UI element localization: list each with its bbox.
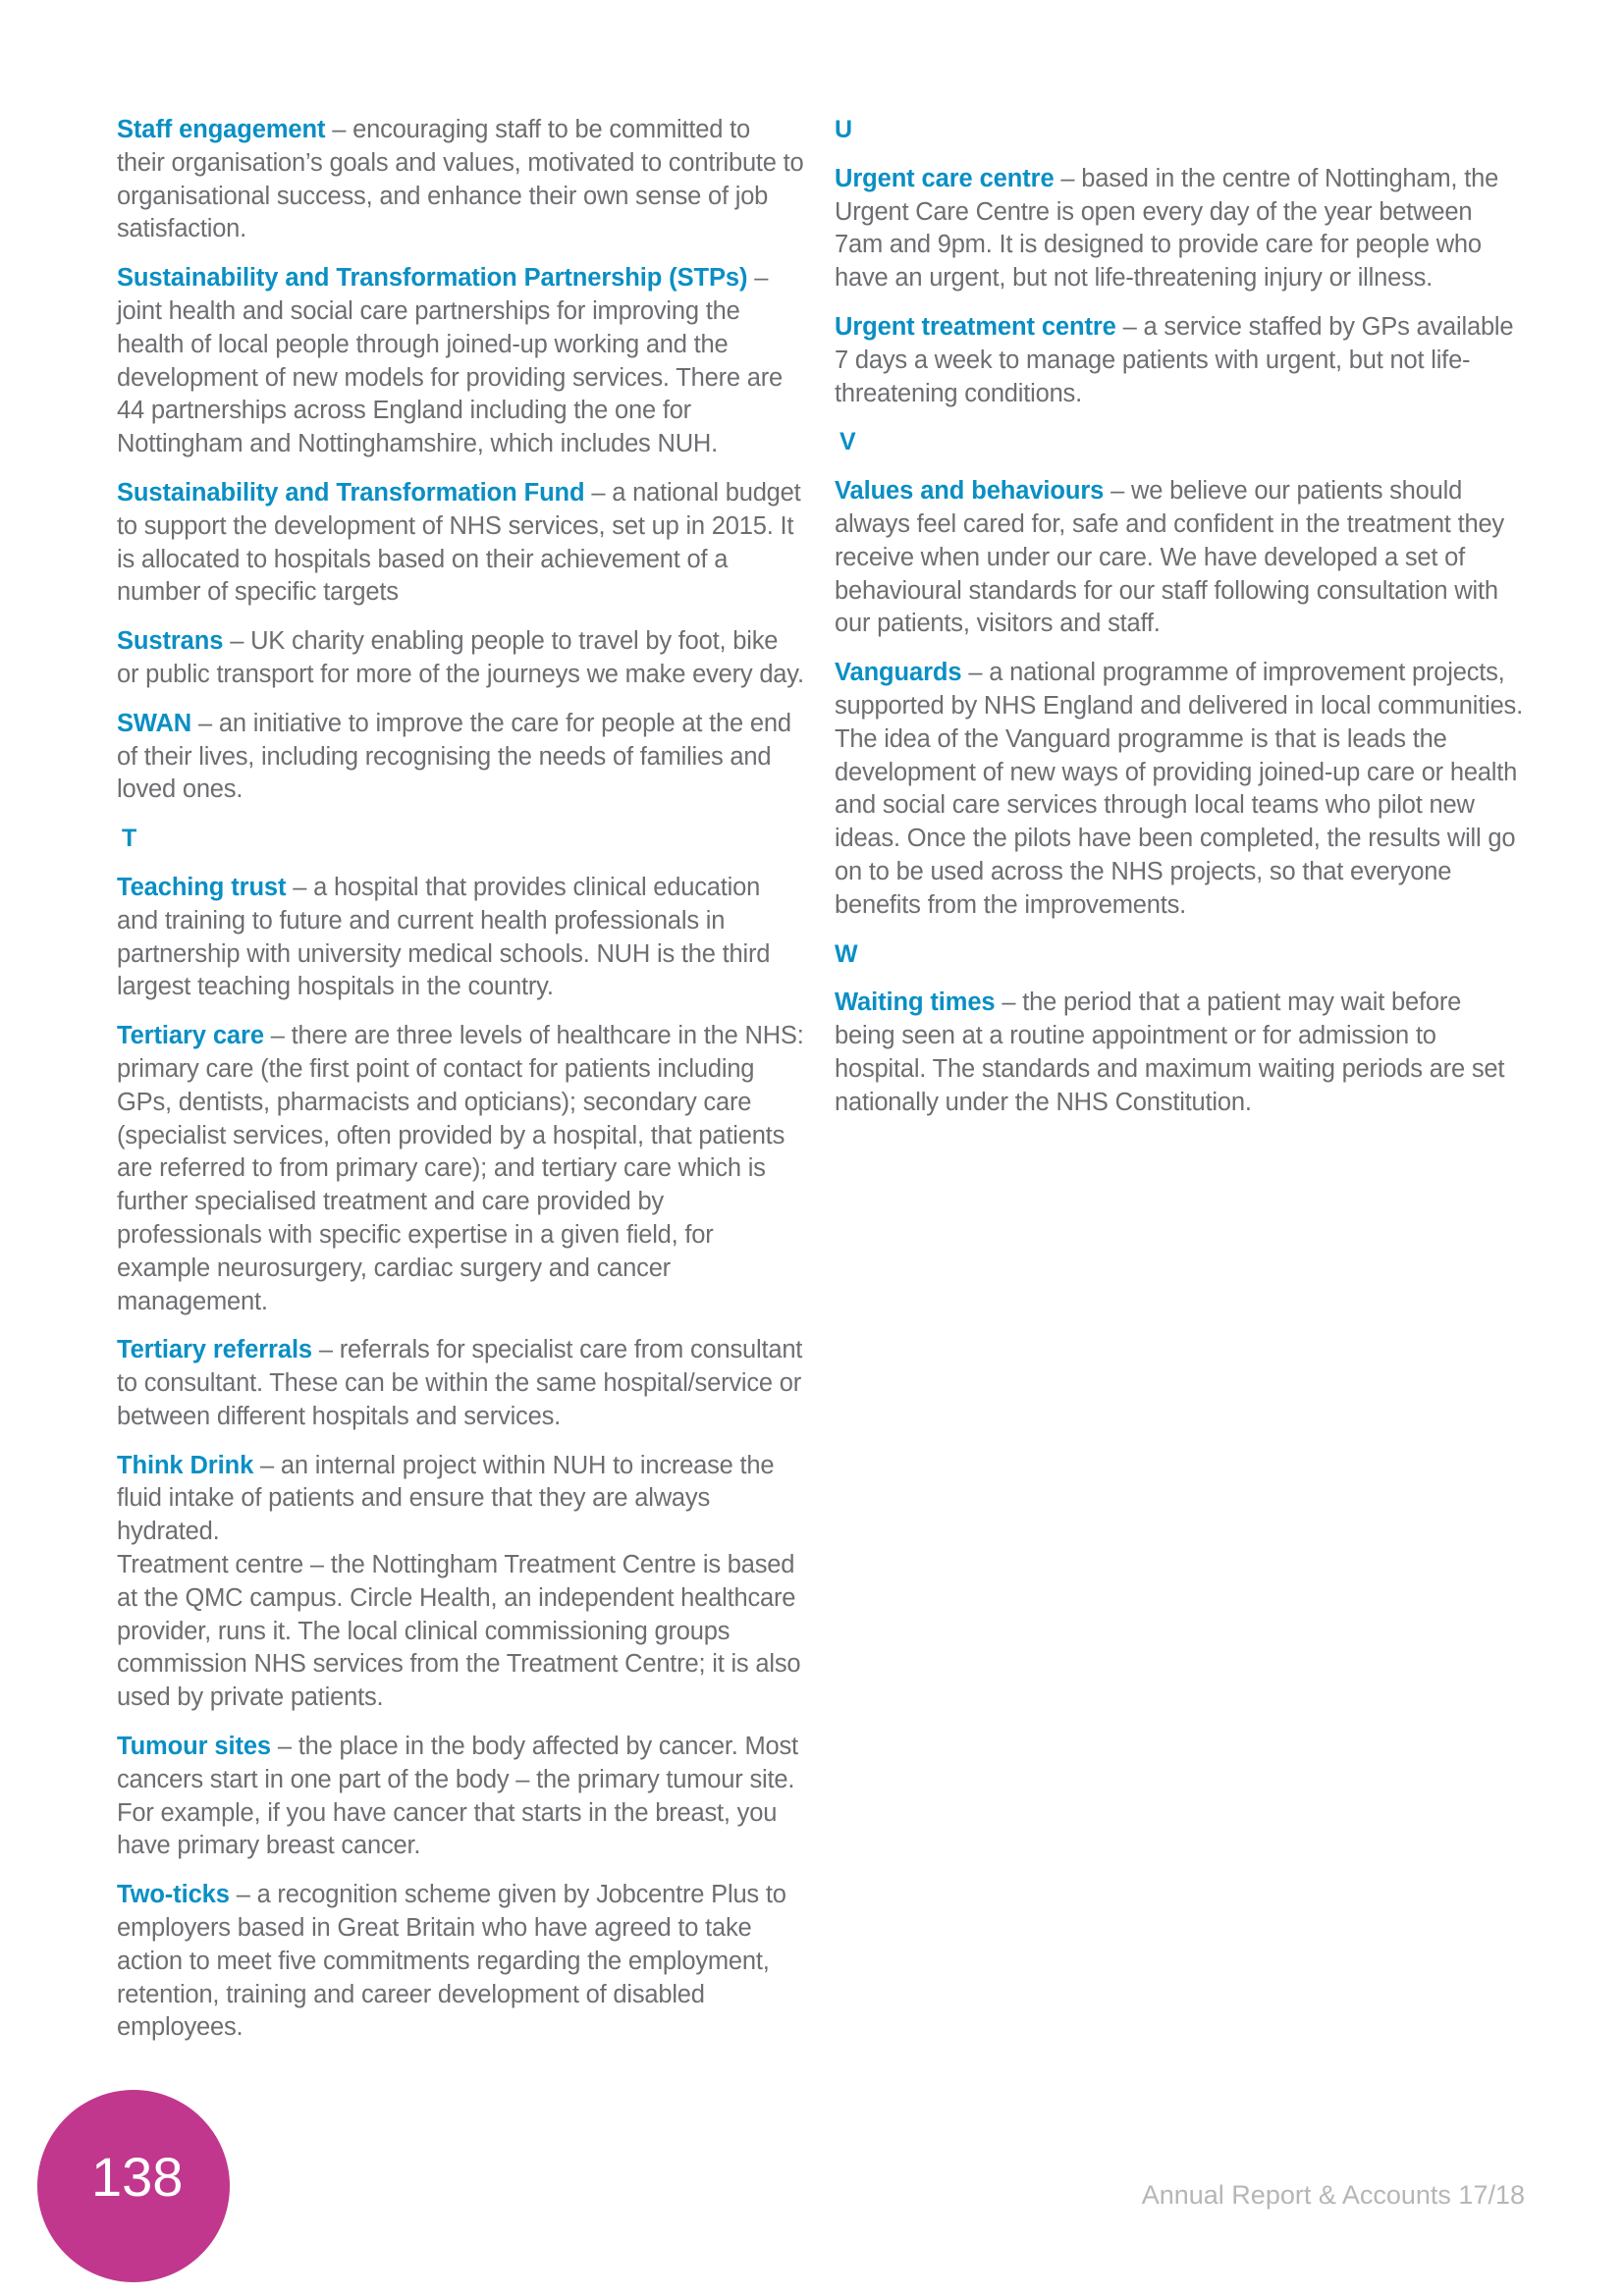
glossary-term: Tumour sites bbox=[117, 1733, 272, 1761]
glossary-term: Teaching trust bbox=[117, 873, 287, 901]
glossary-entry bbox=[117, 625, 804, 692]
glossary-term: Two-ticks bbox=[117, 1881, 230, 1909]
glossary-entry bbox=[835, 987, 1527, 1119]
glossary-term: Staff engagement bbox=[117, 116, 326, 143]
section-letter-w: W bbox=[835, 939, 858, 968]
glossary-definition: – referrals for specialist care from consultant to consultant. These can be within the same hospital/service or between different hospitals and services. bbox=[117, 1336, 803, 1430]
page-number: 138 bbox=[91, 2146, 184, 2208]
report-title-footer: Annual Report & Accounts 17/18 bbox=[1141, 2180, 1525, 2210]
glossary-definition: – a national programme of improvement projects, supported by NHS England and delivered in local communities. The idea of the Vanguard programme is that is leads the development of new ways of providing joined-up care or health and social care services through local teams who pilot new ideas. Once the pilots have been completed, the results will go on to be used across the NHS projects, so that everyone benefits from the improvements. bbox=[835, 659, 1523, 919]
glossary-term: SWAN bbox=[117, 709, 192, 737]
section-letter-t: T bbox=[122, 825, 137, 853]
glossary-definition: – joint health and social care partnerships for improving the health of local people through joined-up working and the development of new models for providing services. There are 44 partnerships across England including the one for Nottingham and Nottinghamshire, which includes NUH. bbox=[117, 264, 783, 458]
glossary-entry bbox=[117, 872, 804, 1004]
glossary-entry bbox=[117, 1731, 804, 1863]
glossary-definition: – we believe our patients should always feel cared for, safe and confident in the treatment they receive when under our care. We have developed a set of behavioural standards for our staff following consultation with our patients, visitors and staff. bbox=[835, 477, 1504, 638]
glossary-definition: – an initiative to improve the care for people at the end of their lives, including recognising the needs of families and loved ones. bbox=[117, 709, 791, 804]
glossary-definition: – a hospital that provides clinical education and training to future and current health professionals in partnership with university medical schools. NUH is the third largest teaching hospitals in the country. bbox=[117, 873, 771, 1001]
glossary-entry bbox=[835, 475, 1527, 641]
glossary-definition: – a national budget to support the development of NHS services, set up in 2015. It is allocated to hospitals based on their achievement of a number of specific targets bbox=[117, 478, 801, 607]
left-column bbox=[117, 114, 804, 2060]
glossary-definition: – the place in the body affected by cancer. Most cancers start in one part of the body – the primary tumour site. For example, if you have cancer that starts in the breast, you have primary breast cancer. bbox=[117, 1733, 798, 1860]
treatment-centre-definition: Treatment centre – the Nottingham Treatment Centre is based at the QMC campus. Circle Health, an independent healthcare provider, runs it. The local clinical commissioning groups commission NHS services from the Treatment Centre; it is also used by private patients. bbox=[117, 1551, 801, 1712]
glossary-term: Waiting times bbox=[835, 988, 996, 1017]
glossary-definition: – based in the centre of Nottingham, the Urgent Care Centre is open every day of the year between 7am and 9pm. It is designed to provide care for people who have an urgent, but not life-threatening injury or illness. bbox=[835, 164, 1499, 293]
glossary-entry bbox=[117, 1450, 804, 1715]
glossary-entry bbox=[117, 708, 804, 807]
glossary-entry bbox=[835, 311, 1527, 410]
glossary-definition: – the period that a patient may wait before being seen at a routine appointment or for admission to hospital. The standards and maximum waiting periods are set nationally under the NHS Constitution. bbox=[835, 988, 1505, 1116]
glossary-term: Sustainability and Transformation Partnership (STPs) bbox=[117, 264, 748, 293]
glossary-term: Think Drink bbox=[117, 1451, 254, 1479]
glossary-entry bbox=[117, 1020, 804, 1318]
glossary-entry bbox=[117, 1334, 804, 1433]
glossary-definition: – an internal project within NUH to increase the fluid intake of patients and ensure that they are always hydrated. bbox=[117, 1451, 775, 1546]
section-letter-u: U bbox=[835, 116, 853, 143]
glossary-entry bbox=[117, 1879, 804, 2045]
section-letter-v: V bbox=[839, 428, 856, 456]
glossary-term: Sustainability and Transformation Fund bbox=[117, 478, 585, 507]
glossary-term: Urgent care centre bbox=[835, 164, 1055, 192]
glossary-entry bbox=[835, 657, 1527, 922]
glossary-entry bbox=[117, 477, 804, 610]
glossary-term: Sustrans bbox=[117, 627, 224, 656]
right-column bbox=[835, 114, 1527, 1136]
glossary-term: Values and behaviours bbox=[835, 477, 1105, 506]
glossary-definition: – a recognition scheme given by Jobcentre Plus to employers based in Great Britain who have agreed to take action to meet five commitments regarding the employment, retention, training and career development of disabled employees. bbox=[117, 1881, 786, 2042]
glossary-definition: – a service staffed by GPs available 7 days a week to manage patients with urgent, but not life-threatening conditions. bbox=[835, 312, 1514, 407]
glossary-entry bbox=[117, 262, 804, 461]
glossary-term: Urgent treatment centre bbox=[835, 312, 1116, 341]
glossary-definition: – encouraging staff to be committed to their organisation’s goals and values, motivated to contribute to organisational success, and enhance their own sense of job satisfaction. bbox=[117, 116, 804, 243]
glossary-term: Vanguards bbox=[835, 659, 962, 687]
glossary-entry bbox=[835, 163, 1527, 295]
glossary-definition: – UK charity enabling people to travel by foot, bike or public transport for more of the journeys we make every day. bbox=[117, 627, 804, 688]
glossary-entry bbox=[117, 114, 804, 246]
glossary-term: Tertiary referrals bbox=[117, 1336, 313, 1364]
glossary-definition: – there are three levels of healthcare in the NHS: primary care (the first point of contact for patients including GPs, dentists, pharmacists and opticians); secondary care (specialist services, often provided by a hospital, that patients are referred to from primary care); and tertiary care which is further specialised treatment and care provided by professionals with specific expertise in a given field, for example neurosurgery, cardiac surgery and cancer management. bbox=[117, 1022, 804, 1315]
glossary-term: Tertiary care bbox=[117, 1022, 264, 1050]
